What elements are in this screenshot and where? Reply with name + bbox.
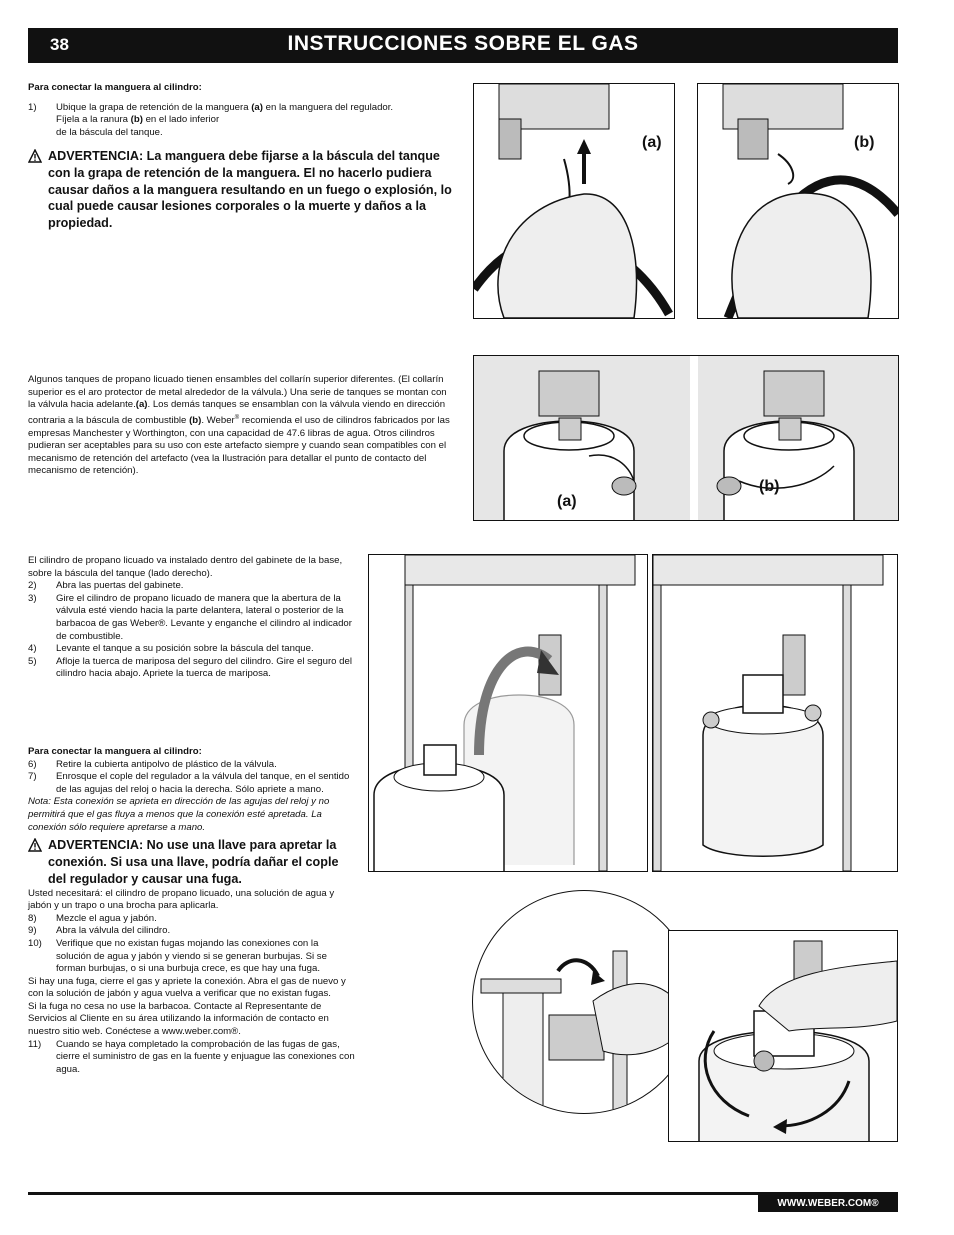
step-4: 4) Levante el tanque a su posición sobre la báscula del tanque. — [28, 643, 314, 655]
section-heading: Para conectar la manguera al cilindro: — [28, 746, 202, 757]
warning-triangle-icon — [28, 149, 42, 163]
section-heading: Para conectar la manguera al cilindro: — [28, 82, 202, 93]
figure-label-a: (a) — [557, 493, 577, 510]
warning-wrench: ADVERTENCIA: No use una llave para apretar la conexión. Si usa una llave, podría dañar el cople del regulador y causar una fuga. — [28, 837, 356, 887]
install-intro: El cilindro de propano licuado va instalado dentro del gabinete de la base, sobre la báscula del tanque (lado derecho). — [28, 555, 343, 579]
figure-cabinet-installed — [652, 554, 898, 872]
figure-hand-tighten — [668, 930, 898, 1142]
figure-label-b: (b) — [759, 478, 780, 495]
figure-hose-clip-b — [697, 83, 899, 319]
step-6: 6) Retire la cubierta antipolvo de plástico de la válvula. — [28, 758, 277, 770]
step-1: 1) Ubique la grapa de retención de la manguera (a) en la manguera del regulador. Fíjela a la ranura (b) en el lado inferior de la báscula del tanque. — [28, 101, 394, 138]
note: Nota: Esta conexión se aprieta en dirección de las agujas del reloj y no permitirá que el gas fluya a menos que la conexión esté apretada. La conexión sólo requiere apretarse a mano. — [28, 796, 330, 833]
page-header — [28, 28, 898, 63]
leak-text-1: Si hay una fuga, cierre el gas y apriete la conexión. Abra el gas de nuevo y con la solución de jabón y agua vuelva a verificar que no existan fugas. — [28, 975, 346, 1000]
warning-triangle-icon — [28, 838, 42, 852]
leak-text-2: Si la fuga no cesa no use la barbacoa. Contacte al Representante de Servicios al Cliente en su área utilizando la información de contacto en nuestro sitio web. Conéctese a www.weber.com®. — [28, 1000, 329, 1038]
step-7: 7) Enrosque el cople del regulador a la válvula del tanque, en el sentido de las agujas del reloj o hacia la derecha. Sólo apriete a mano. — [28, 771, 350, 795]
figure-cabinet-lift — [368, 554, 648, 872]
footer-url: WWW.WEBER.COM® — [758, 1195, 898, 1212]
step-number: 1) — [28, 101, 37, 113]
needs-text: Usted necesitará: el cilindro de propano licuado, una solución de agua y jabón y un trapo o una brocha para aplicarla. — [28, 887, 335, 912]
section-install-cylinder — [28, 555, 356, 681]
warning-hose: ADVERTENCIA: La manguera debe fijarse a la báscula del tanque con la grapa de retención de la manguera. El no hacerlo pudiera causar daños a la manguera resultando en un fuego o explosión, lo cual puede causar lesiones corporales o la muerte y daños a la propiedad. — [28, 148, 463, 232]
figure-hose-clip-a — [473, 83, 675, 319]
section-hose-clip — [28, 82, 448, 139]
step-2: 2) Abra las puertas del gabinete. — [28, 580, 184, 592]
figure-label-b: (b) — [854, 134, 875, 151]
figure-valve-closeup — [472, 890, 696, 1114]
step-9: 9) Abra la válvula del cilindro. — [28, 925, 171, 937]
figure-label-a: (a) — [642, 134, 662, 151]
step-5: 5) Afloje la tuerca de mariposa del seguro del cilindro. Gire el seguro del cilindro hacia abajo. Apriete la tuerca de mariposa. — [28, 655, 352, 680]
page-title: INSTRUCCIONES SOBRE EL GAS — [287, 32, 639, 55]
section-collar-types: Algunos tanques de propano licuado tienen ensambles del collarín superior diferentes. (El collarín superior es el aro protector de metal alrededor de la válvula.) Una serie de tanques se montan con la válvula hacia adelante.(a). Los demás tanques se ensamblan con la válvula viendo en dirección contraria a la báscula de combustible (b). Weber® recomienda el uso de cilindros fabricados por las empresas Manchester y Worthington, con una capacidad de 47.6 libras de agua. Otros cilindros pudieran ser aceptables para su uso con este artefacto siempre y cuando sean compatibles con el mecanismo de retención del artefacto (vea la Ilustración para detallar el punto de contacto del mecanismo de retención). — [28, 374, 450, 477]
figure-tank-collars — [473, 355, 899, 521]
step-10: 10) Verifique que no existan fugas mojando las conexiones con la solución de agua y jabón y viendo si se generan burbujas. Si se forman burbujas, o si una burbuja crece, es que hay una fuga. — [28, 937, 327, 975]
section-connect-hose — [28, 746, 356, 1076]
step-3: 3) Gire el cilindro de propano licuado de manera que la abertura de la válvula esté viendo hacia la parte delantera, lateral o posterior de la barbacoa de gas Weber®. Levante y enganche el cilindro al indicador de combustible. — [28, 592, 352, 642]
step-11: 11) Cuando se haya completado la comprobación de las fugas de gas, cierre el suministro de gas en la fuente y enjuague las conexiones con agua. — [28, 1038, 355, 1075]
step-8: 8) Mezcle el agua y jabón. — [28, 912, 157, 924]
page-number: 38 — [50, 35, 69, 54]
